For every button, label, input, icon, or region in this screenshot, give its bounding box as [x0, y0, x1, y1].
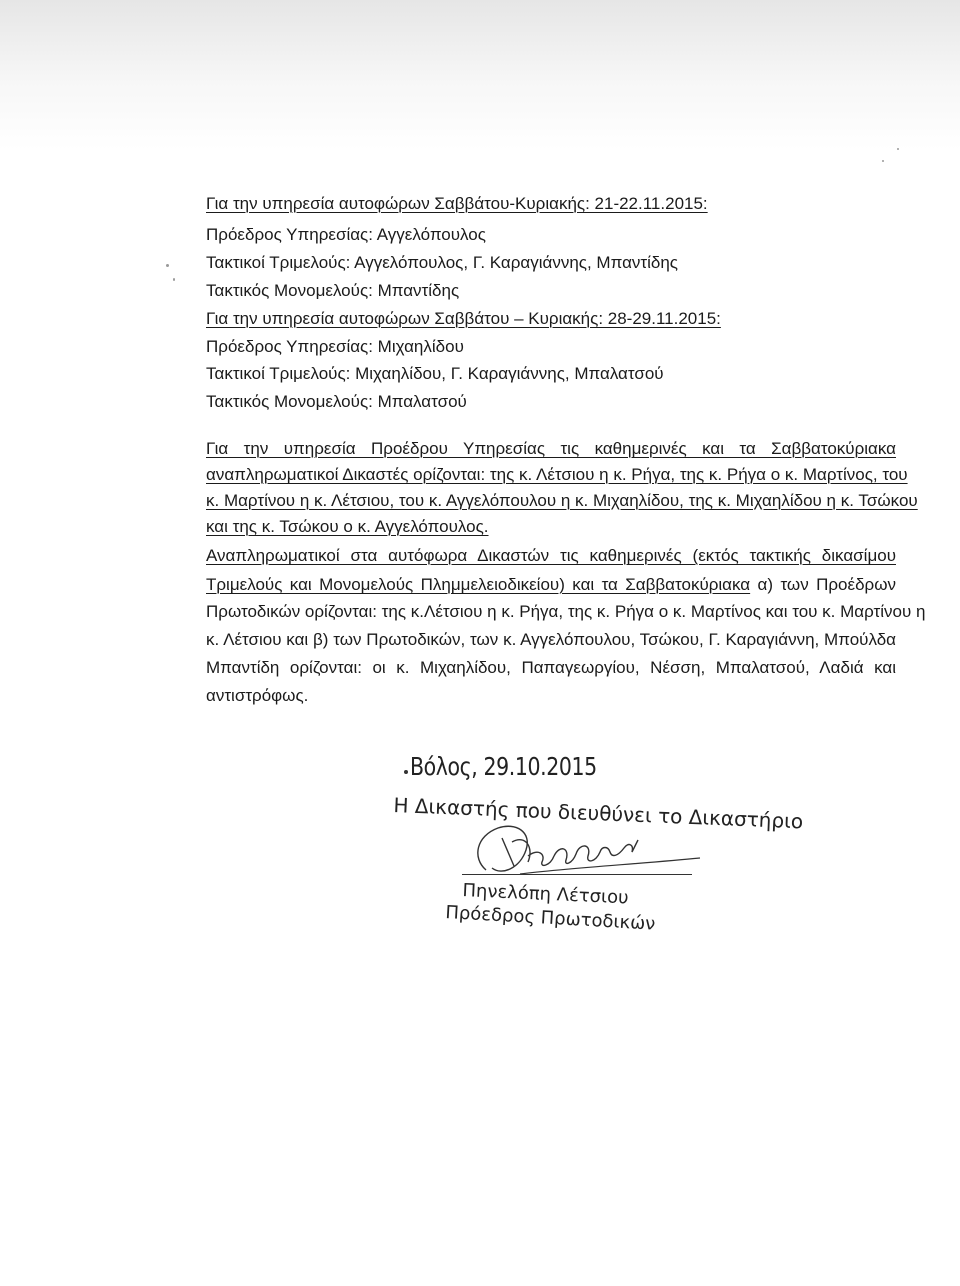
substitutes-paragraph-line: αναπληρωματικοί Δικαστές ορίζονται: της κ. Λέτσιου η κ. Ρήγα, της κ. Ρήγα ο κ. Μαρτίνος, του — [206, 465, 908, 484]
substitutes-paragraph-line: Για την υπηρεσία Προέδρου Υπηρεσίας τις καθημερινές και τα Σαββατοκύριακα — [206, 439, 896, 458]
schedule-president-1: Πρόεδρος Υπηρεσίας: Αγγελόπουλος — [206, 225, 486, 244]
underlined-fragment: Τριμελούς και Μονομελούς Πλημμελειοδικείου) και τα Σαββατοκύριακα — [206, 575, 751, 594]
schedule-single-member-1: Τακτικός Μονομελούς: Μπαντίδης — [206, 281, 460, 300]
scan-speck — [166, 264, 169, 267]
signature-line — [462, 874, 692, 875]
substitutes-paragraph-line: και της κ. Τσώκου ο κ. Αγγελόπουλος. — [206, 517, 489, 536]
plain-fragment: α) των Προέδρων — [750, 575, 896, 594]
signatory-title: Πρόεδρος Πρωτοδικών — [444, 902, 656, 935]
flagrante-paragraph-line: Αναπληρωματικοί στα αυτόφωρα Δικαστών τις καθημερινές (εκτός τακτικής δικασίμου — [206, 546, 896, 565]
schedule-single-member-2: Τακτικός Μονομελούς: Μπαλατσού — [206, 392, 467, 411]
handwritten-signature — [468, 818, 708, 888]
scan-speck — [897, 148, 899, 150]
flagrante-paragraph-line: Πρωτοδικών ορίζονται: της κ.Λέτσιου η κ. Ρήγα, της κ. Ρήγα ο κ. Μαρτίνος και του κ. Μαρτίνου η — [206, 602, 926, 621]
signatory-heading: Η Δικαστής που διευθύνει το Δικαστήριο — [393, 793, 804, 834]
schedule-three-member-2: Τακτικοί Τριμελούς: Μιχαηλίδου, Γ. Καραγιάννης, Μπαλατσού — [206, 364, 664, 383]
schedule-heading-2: Για την υπηρεσία αυτοφώρων Σαββάτου – Κυριακής: 28-29.11.2015: — [206, 309, 721, 328]
scan-speck — [173, 278, 175, 281]
document-date: Βόλος, 29.10.2015 — [410, 752, 597, 781]
flagrante-paragraph-line: Μπαντίδη ορίζονται: οι κ. Μιχαηλίδου, Παπαγεωργίου, Νέσση, Μπαλατσού, Λαδιά και — [206, 658, 896, 677]
flagrante-paragraph-line: κ. Λέτσιου και β) των Πρωτοδικών, των κ. Αγγελόπουλου, Τσώκου, Γ. Καραγιάννη, Μπούλδα — [206, 630, 896, 649]
schedule-three-member-1: Τακτικοί Τριμελούς: Αγγελόπουλος, Γ. Καραγιάννης, Μπαντίδης — [206, 253, 678, 272]
scan-speck — [882, 160, 884, 162]
scan-shadow — [0, 0, 960, 150]
schedule-president-2: Πρόεδρος Υπηρεσίας: Μιχαηλίδου — [206, 337, 464, 356]
stamp-dot — [404, 770, 408, 774]
substitutes-paragraph-line: κ. Μαρτίνου η κ. Λέτσιου, του κ. Αγγελόπουλου η κ. Μιχαηλίδου, της κ. Μιχαηλίδου η κ. Τσώκου — [206, 491, 918, 510]
schedule-heading-1: Για την υπηρεσία αυτοφώρων Σαββάτου-Κυριακής: 21-22.11.2015: — [206, 194, 708, 213]
flagrante-paragraph-line — [206, 575, 896, 595]
flagrante-paragraph-line: αντιστρόφως. — [206, 686, 309, 705]
signatory-name: Πηνελόπη Λέτσιου — [462, 880, 630, 909]
